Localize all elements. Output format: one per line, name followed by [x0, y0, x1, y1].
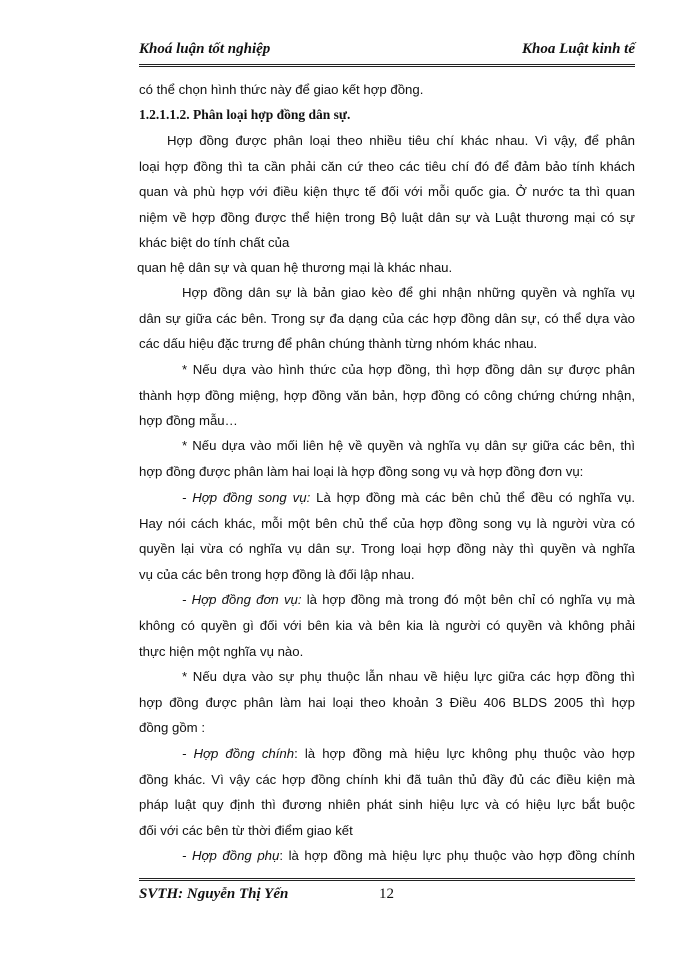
header-faculty: Khoa Luật kinh tế: [522, 41, 635, 57]
text-line: thành hợp đồng miệng, hợp đồng văn bản, hợp đồng có công chứng chứng nhận,: [139, 388, 635, 403]
text-line: vụ của các bên trong hợp đồng là đối lập nhau.: [139, 567, 415, 582]
text-line: Hợp đồng dân sự là bản giao kèo để ghi nhận những quyền và nghĩa vụ: [182, 285, 635, 300]
text-line: khác biệt do tính chất của: [139, 235, 290, 250]
term-main-contract: - Hợp đồng chính: [182, 746, 295, 761]
term-bilateral-contract: - Hợp đồng song vụ:: [182, 490, 311, 505]
text-line: pháp luật quy định thì đương nhiên phát sinh hiệu lực và có hiệu lực bắt buộc: [139, 797, 635, 812]
text-span: Là hợp đồng mà các bên chủ thể đều có nghĩa vụ.: [310, 490, 635, 505]
text-line: [182, 592, 635, 607]
text-line: dân sự giữa các bên. Trong sự đa dạng của các hợp đồng dân sự, có thể dựa vào: [139, 311, 635, 326]
text-line: hợp đồng được phân làm hai loại theo khoản 3 Điều 406 BLDS 2005 thì hợp: [139, 695, 635, 710]
text-line: * Nếu dựa vào sự phụ thuộc lẫn nhau về hiệu lực giữa các hợp đồng thì: [182, 669, 635, 684]
text-line: hợp đồng được phân làm hai loại là hợp đồng song vụ và hợp đồng đơn vụ:: [139, 464, 584, 479]
term-unilateral-contract: - Hợp đồng đơn vụ:: [182, 592, 302, 607]
text-line: niệm về hợp đồng được thể hiện trong Bộ luật dân sự và Luật thương mại có sự: [139, 210, 635, 225]
text-line: thực hiện một nghĩa vụ nào.: [139, 644, 304, 659]
page-number: 12: [379, 886, 394, 902]
term-accessory-contract: - Hợp đồng phụ: [182, 848, 280, 863]
text-line: quan và phù hợp với điều kiện thực tế đối với mỗi quốc gia. Ở nước ta thì quan: [139, 184, 635, 199]
text-line: có thể chọn hình thức này để giao kết hợp đồng.: [139, 82, 424, 97]
text-line: [182, 848, 635, 863]
text-line: đối với các bên từ thời điểm giao kết: [139, 823, 353, 838]
text-line: loại hợp đồng thì ta cần phải căn cứ theo các tiêu chí đó để đảm bảo tính khách: [139, 159, 635, 174]
text-span: : là hợp đồng mà hiệu lực phụ thuộc vào hợp đồng chính: [279, 848, 635, 863]
text-span: : là hợp đồng mà hiệu lực không phụ thuộc vào hợp: [294, 746, 636, 761]
text-line: quan hệ dân sự và quan hệ thương mại là khác nhau.: [137, 260, 453, 275]
page-header: [139, 38, 635, 67]
text-line: các dấu hiệu đặc trưng để phân chúng thành từng nhóm khác nhau.: [139, 336, 538, 351]
text-line: quyền lại vừa có nghĩa vụ dân sự. Trong loại hợp đồng này thì quyền và nghĩa: [139, 541, 635, 556]
text-line: đồng khác. Vì vậy các hợp đồng chính khi đã tuân thủ đầy đủ các điều kiện mà: [139, 772, 635, 787]
text-line: không có quyền gì đối với bên kia và bên kia là người có quyền và không phải: [139, 618, 635, 633]
text-span: là hợp đồng mà trong đó một bên chỉ có nghĩa vụ mà: [301, 592, 635, 607]
footer-author: SVTH: Nguyễn Thị Yến: [139, 886, 289, 902]
text-line: Hợp đồng được phân loại theo nhiều tiêu chí khác nhau. Vì vậy, để phân: [167, 133, 635, 148]
text-line: Hay nói cách khác, mỗi một bên chủ thể của hợp đồng song vụ là người vừa có: [139, 516, 635, 531]
text-line: * Nếu dựa vào hình thức của hợp đồng, thì hợp đồng dân sự được phân: [182, 362, 635, 377]
page-footer: [139, 878, 635, 907]
text-line: đồng gồm :: [139, 720, 205, 735]
header-thesis-title: Khoá luận tốt nghiệp: [139, 41, 271, 57]
text-line: [182, 746, 635, 761]
text-line: hợp đồng mẫu…: [139, 413, 238, 428]
text-line: [182, 490, 635, 505]
section-heading: 1.2.1.1.2. Phân loại hợp đồng dân sự.: [139, 107, 351, 122]
text-line: * Nếu dựa vào mối liên hệ về quyền và nghĩa vụ dân sự giữa các bên, thì: [182, 438, 635, 453]
